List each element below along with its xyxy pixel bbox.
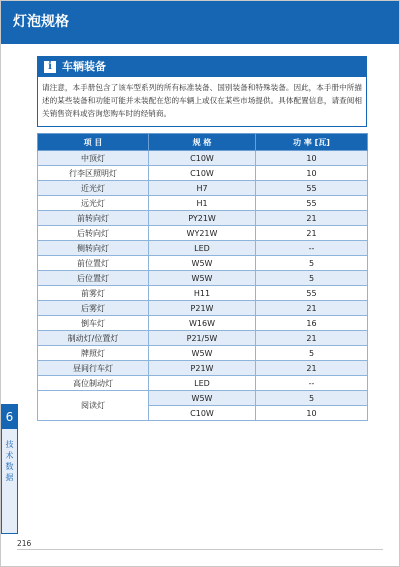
cell-spec: P21W [149, 301, 256, 316]
notice-text: 请注意，本手册包含了该车型系列的所有标准装备、国别装备和特殊装备。因此，本手册中所描述的某些装备和功能可能并未装配在您的车辆上或仅在某些市场提供。具体配置信息，请查阅相关销售资料或咨询您购车时的经销商。 [42, 83, 362, 118]
table-header-row [38, 134, 368, 151]
page-number: 216 [17, 539, 32, 548]
cell-item: 阅读灯 [38, 391, 149, 421]
table-row [38, 346, 368, 361]
cell-spec: WY21W [149, 226, 256, 241]
cell-item: 前转向灯 [38, 211, 149, 226]
cell-item: 行李区照明灯 [38, 166, 149, 181]
column-header-power: 功 率 [瓦] [256, 134, 368, 151]
table-row [38, 151, 368, 166]
cell-spec: H7 [149, 181, 256, 196]
cell-spec: W5W [149, 271, 256, 286]
cell-item: 中顶灯 [38, 151, 149, 166]
table-row [38, 181, 368, 196]
cell-item: 后雾灯 [38, 301, 149, 316]
table-row [38, 361, 368, 376]
column-header-item: 项 目 [38, 134, 149, 151]
cell-item: 后转向灯 [38, 226, 149, 241]
notice-header [38, 57, 366, 77]
cell-spec: W16W [149, 316, 256, 331]
cell-power: 55 [256, 196, 368, 211]
cell-power: 5 [256, 271, 368, 286]
cell-spec: W5W [149, 391, 256, 406]
cell-spec: P21/5W [149, 331, 256, 346]
chapter-label: 技术数据 [5, 440, 14, 482]
cell-power: 5 [256, 346, 368, 361]
page-title: 灯泡规格 [13, 14, 69, 30]
table-row [38, 376, 368, 391]
cell-power: 10 [256, 151, 368, 166]
cell-item: 高位制动灯 [38, 376, 149, 391]
cell-spec: H11 [149, 286, 256, 301]
cell-spec: C10W [149, 151, 256, 166]
cell-power: 10 [256, 166, 368, 181]
table-row [38, 241, 368, 256]
column-header-spec: 规 格 [149, 134, 256, 151]
title-bar [1, 1, 399, 44]
cell-spec: LED [149, 241, 256, 256]
cell-item: 侧转向灯 [38, 241, 149, 256]
cell-power: 16 [256, 316, 368, 331]
notice-box [37, 56, 367, 127]
table-row [38, 211, 368, 226]
cell-item: 牌照灯 [38, 346, 149, 361]
cell-power: 21 [256, 301, 368, 316]
table-row [38, 286, 368, 301]
cell-item: 近光灯 [38, 181, 149, 196]
cell-power: 55 [256, 181, 368, 196]
cell-item: 前雾灯 [38, 286, 149, 301]
table-row [38, 226, 368, 241]
cell-power: 10 [256, 406, 368, 421]
cell-spec: H1 [149, 196, 256, 211]
cell-item: 前位置灯 [38, 256, 149, 271]
cell-power: 55 [256, 286, 368, 301]
cell-item: 远光灯 [38, 196, 149, 211]
cell-spec: P21W [149, 361, 256, 376]
chapter-number: 6 [2, 405, 17, 429]
cell-item: 制动灯/位置灯 [38, 331, 149, 346]
cell-power: 21 [256, 361, 368, 376]
table-row [38, 196, 368, 211]
table-row [38, 271, 368, 286]
table-row [38, 391, 368, 406]
info-icon: i [44, 61, 56, 73]
cell-item: 昼间行车灯 [38, 361, 149, 376]
cell-power: -- [256, 241, 368, 256]
table-row [38, 316, 368, 331]
table-row [38, 256, 368, 271]
cell-power: 21 [256, 211, 368, 226]
cell-spec: C10W [149, 166, 256, 181]
cell-power: -- [256, 376, 368, 391]
notice-title: 车辆装备 [62, 60, 106, 73]
table-row [38, 301, 368, 316]
cell-item: 后位置灯 [38, 271, 149, 286]
cell-power: 5 [256, 256, 368, 271]
cell-spec: PY21W [149, 211, 256, 226]
cell-spec: W5W [149, 346, 256, 361]
table-row [38, 331, 368, 346]
chapter-tab [1, 404, 18, 534]
cell-spec: W5W [149, 256, 256, 271]
cell-power: 21 [256, 331, 368, 346]
bulb-spec-table [37, 133, 368, 421]
cell-power: 21 [256, 226, 368, 241]
cell-spec: LED [149, 376, 256, 391]
table-body [38, 151, 368, 421]
cell-spec: C10W [149, 406, 256, 421]
cell-item: 倒车灯 [38, 316, 149, 331]
footer-divider [17, 549, 383, 550]
table-row [38, 166, 368, 181]
cell-power: 5 [256, 391, 368, 406]
